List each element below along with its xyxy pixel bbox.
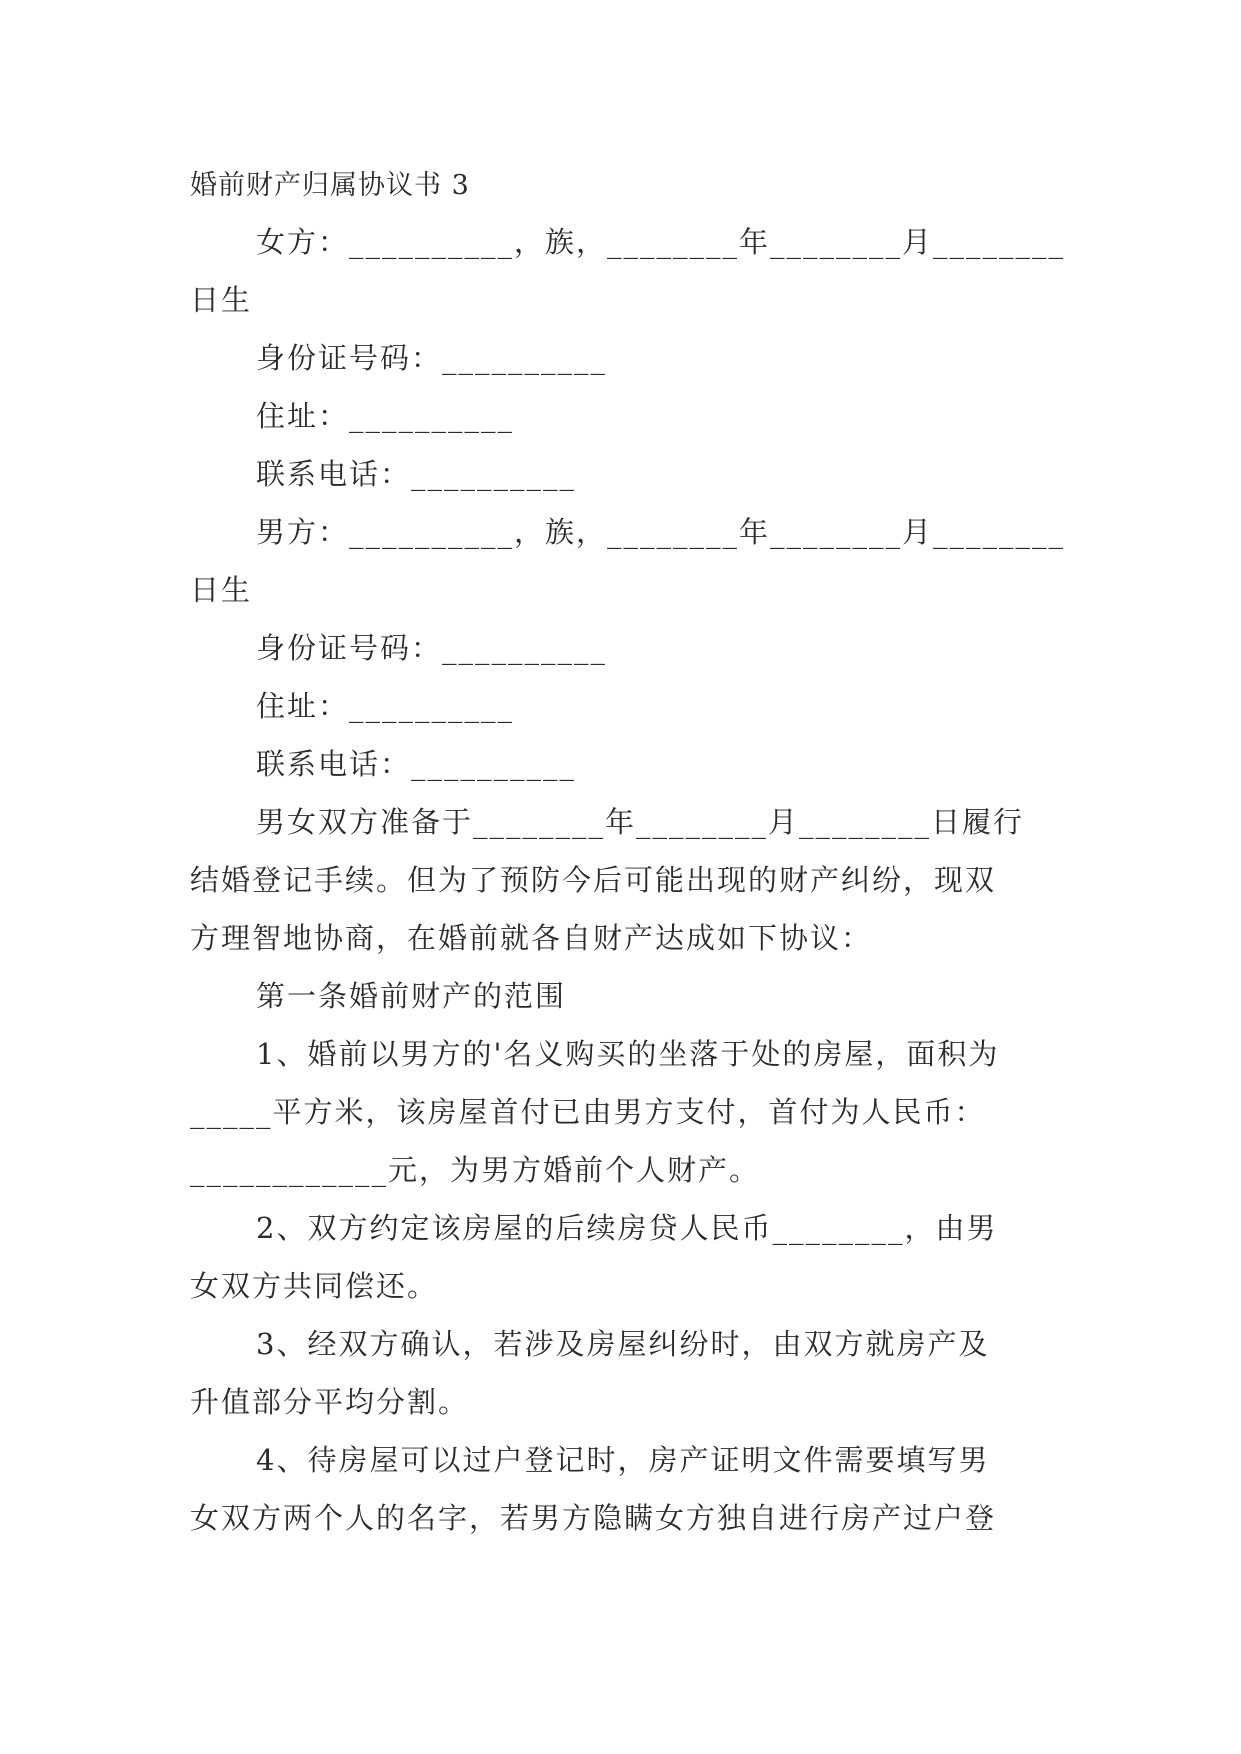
text-line: 男女双方准备于________年________月________日履行 [256, 805, 1025, 839]
text-line: 男方：__________，族，________年________月________ [256, 515, 1066, 549]
document-title: 婚前财产归属协议书 3 [190, 170, 470, 201]
text-line: 4、待房屋可以过户登记时，房产证明文件需要填写男 [256, 1443, 990, 1477]
text-line: 升值部分平均分割。 [190, 1385, 470, 1419]
text-line: 2、双方约定该房屋的后续房贷人民币________，由男 [256, 1211, 998, 1245]
text-line: 身份证号码：__________ [256, 341, 608, 375]
text-line: _____平方米，该房屋首付已由男方支付，首付为人民币： [190, 1095, 986, 1129]
text-line: 女双方两个人的名字，若男方隐瞒女方独自进行房产过户登 [190, 1501, 997, 1535]
text-line: 住址：__________ [256, 399, 515, 433]
text-line: 结婚登记手续。但为了预防今后可能出现的财产纠纷，现双 [190, 863, 997, 897]
text-line: 方理智地协商，在婚前就各自财产达成如下协议： [190, 921, 873, 955]
text-line: 3、经双方确认，若涉及房屋纠纷时，由双方就房产及 [256, 1327, 990, 1361]
text-line: ____________元，为男方婚前个人财产。 [190, 1153, 761, 1187]
text-line: 第一条婚前财产的范围 [256, 979, 567, 1013]
text-line: 日生 [190, 283, 253, 317]
text-line: 联系电话：__________ [256, 747, 577, 781]
text-line: 联系电话：__________ [256, 457, 577, 491]
text-line: 1、婚前以男方的'名义购买的坐落于处的房屋，面积为 [256, 1037, 1000, 1071]
text-line: 身份证号码：__________ [256, 631, 608, 665]
text-line: 日生 [190, 573, 253, 607]
text-line: 女双方共同偿还。 [190, 1269, 439, 1303]
text-line: 住址：__________ [256, 689, 515, 723]
text-line: 女方：__________，族，________年________月________ [256, 225, 1066, 259]
